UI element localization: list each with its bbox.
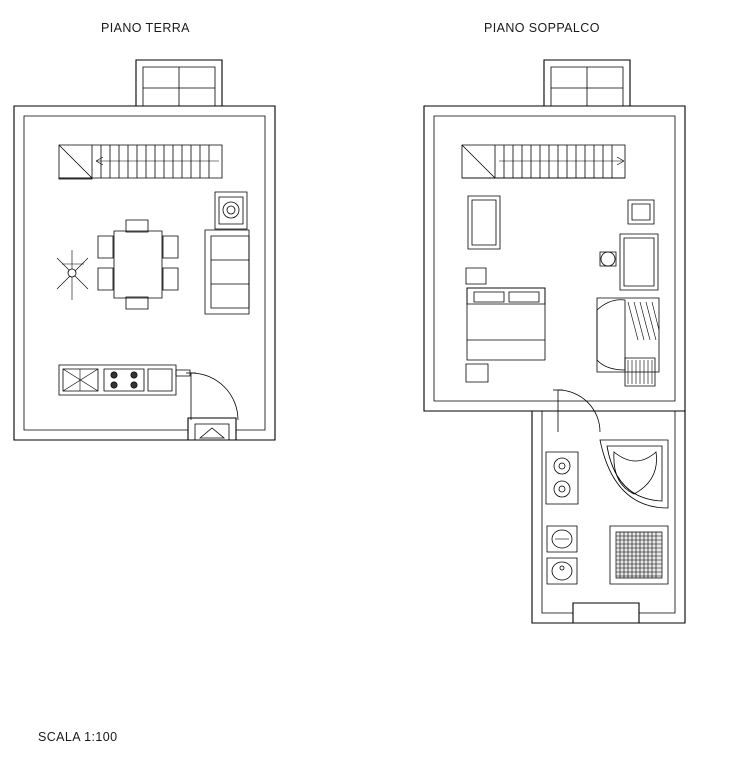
- shower-tray-loft: [610, 526, 668, 584]
- bathroom-walls-loft: [532, 411, 685, 623]
- scale-label: SCALA 1:100: [38, 730, 118, 744]
- plan-title-piano-terra: PIANO TERRA: [101, 21, 190, 35]
- plan-piano-soppalco: [424, 60, 685, 623]
- plan-title-piano-soppalco: PIANO SOPPALCO: [484, 21, 600, 35]
- exterior-walls-ground: [14, 60, 275, 440]
- plan-piano-terra: [14, 60, 275, 440]
